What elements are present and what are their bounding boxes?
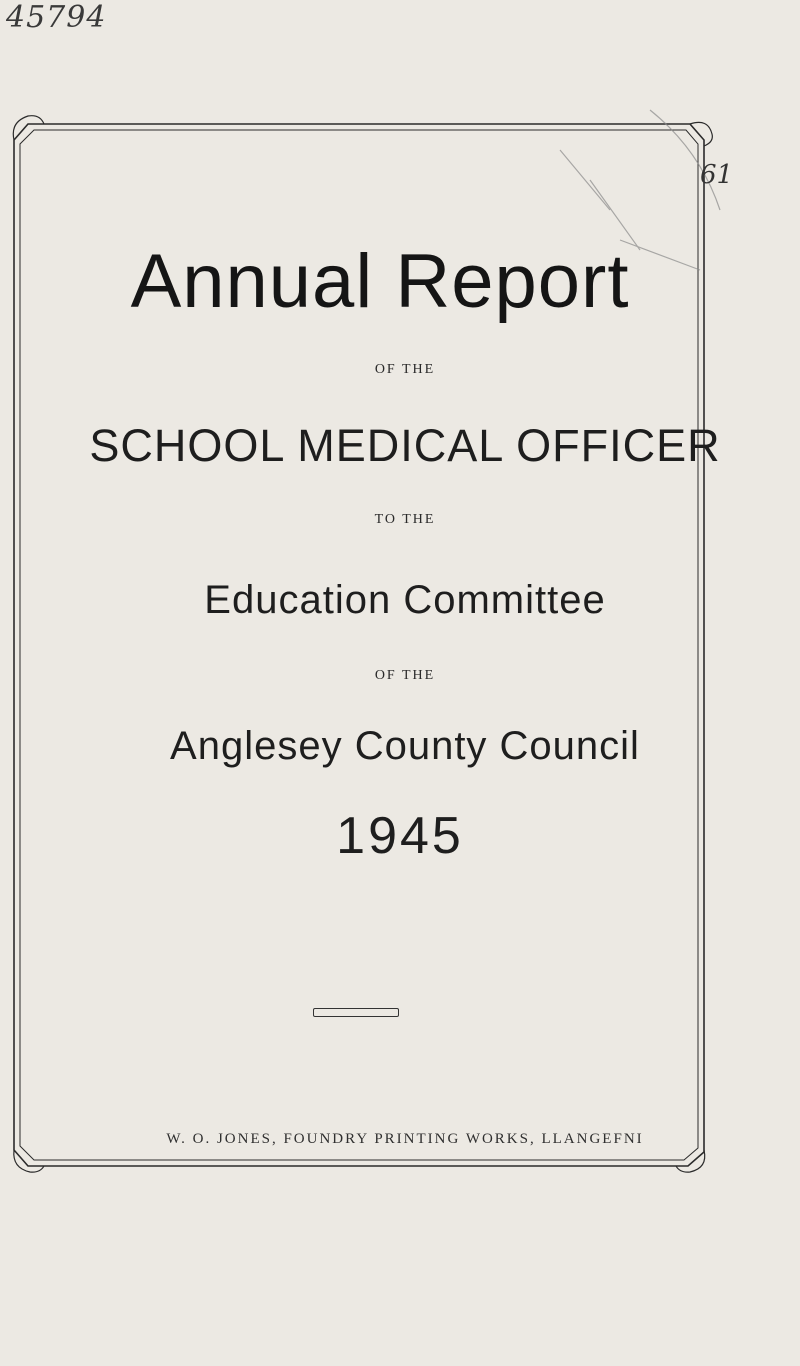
of-the-line-2: OF THE: [374, 668, 436, 683]
stamp-fragment: 61: [700, 160, 734, 190]
handwritten-reference: 45794: [6, 0, 107, 35]
of-the-line-1: OF THE: [374, 362, 436, 377]
corner-bottom-left: [14, 1150, 44, 1172]
committee-heading: Education Committee: [204, 578, 606, 622]
report-year: 1945: [336, 807, 464, 865]
printer-imprint: W. O. JONES, FOUNDRY PRINTING WORKS, LLANGEFNI: [166, 1131, 644, 1147]
to-the-line: TO THE: [374, 512, 436, 527]
council-heading: Anglesey County Council: [170, 724, 640, 768]
corner-top-right: [690, 122, 712, 146]
officer-heading: SCHOOL MEDICAL OFFICER: [89, 420, 721, 471]
report-title: Annual Report: [130, 239, 630, 324]
ornamental-rule: [313, 1008, 399, 1017]
corner-bottom-right: [676, 1150, 705, 1172]
